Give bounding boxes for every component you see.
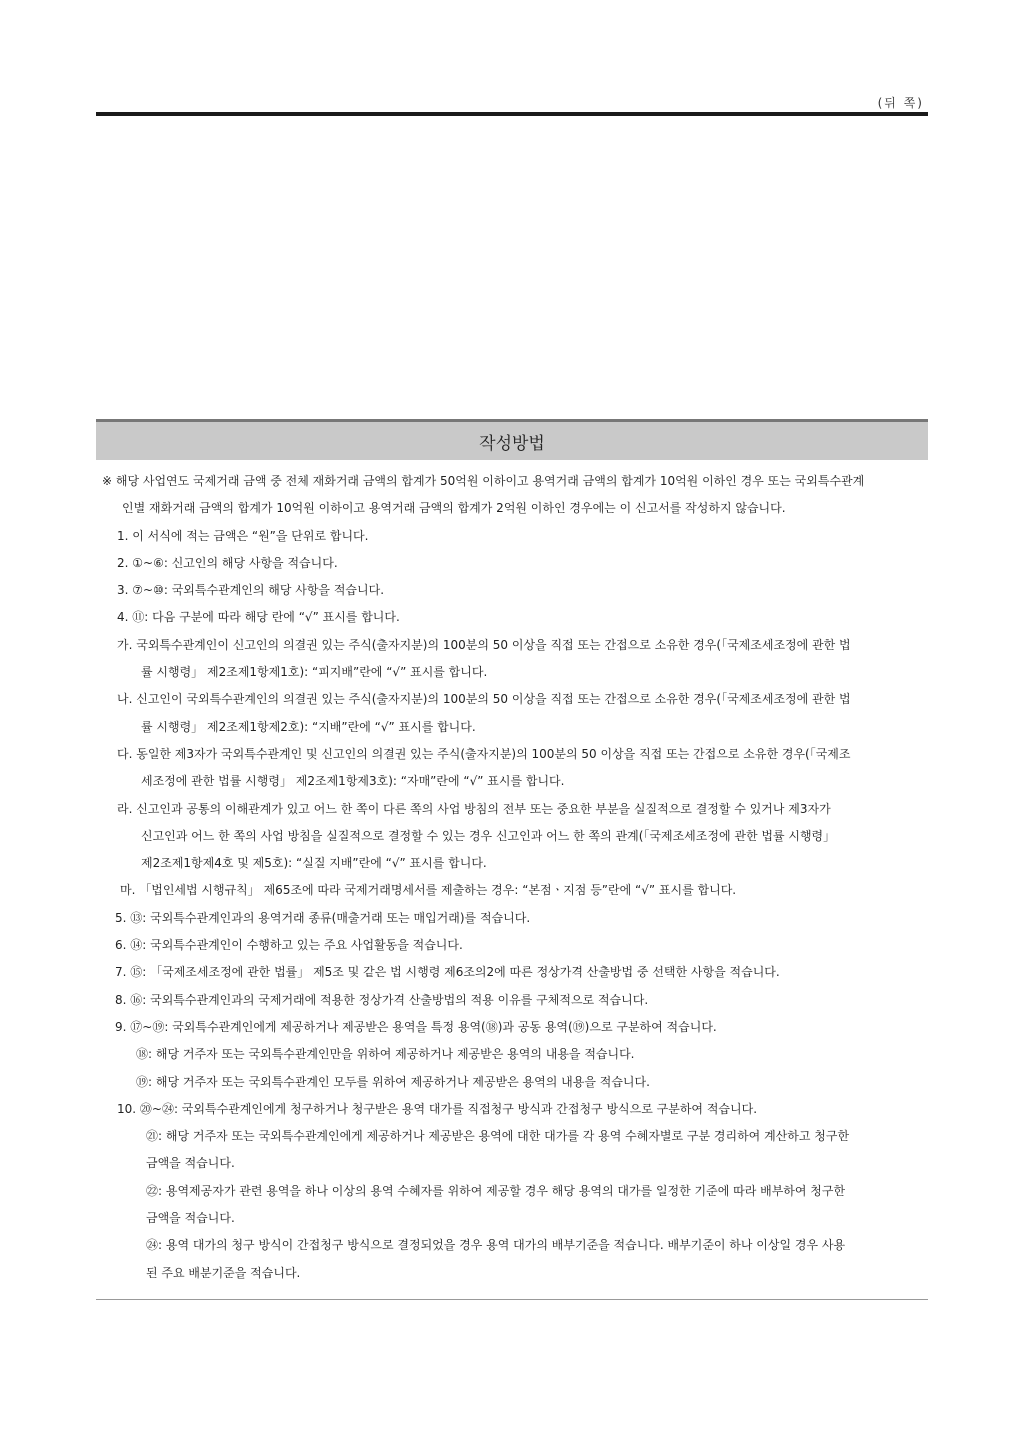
instruction-item: 2. ①~⑥: 신고인의 해당 사항을 적습니다.	[117, 555, 338, 570]
bottom-divider	[96, 1299, 928, 1300]
note-line-cont: 인별 재화거래 금액의 합계가 10억원 이하이고 용역거래 금액의 합계가 2억원 이하인 경우에는 이 신고서를 작성하지 않습니다.	[122, 501, 786, 516]
top-divider	[96, 112, 928, 116]
sub-item: 나. 신고인이 국외특수관계인의 의결권 있는 주식(출자지분)의 100분의 50 이상을 직접 또는 간접으로 소유한 경우(「국제조세조정에 관한 법	[117, 692, 851, 707]
sub-item: ⑲: 해당 거주자 또는 국외특수관계인 모두를 위하여 제공하거나 제공받은 용역의 내용을 적습니다.	[136, 1074, 650, 1089]
section-title: 작성방법	[479, 433, 545, 454]
sub-item-cont: 률 시행령」 제2조제1항제2호): “지배”란에 “√” 표시를 합니다.	[141, 719, 476, 734]
sub-item-cont: 금액을 적습니다.	[146, 1211, 235, 1226]
note-line: ※ 해당 사업연도 국제거래 금액 중 전체 재화거래 금액의 합계가 50억원 이하이고 용역거래 금액의 합계가 10억원 이하인 경우 또는 국외특수관계	[102, 474, 865, 488]
sub-item-cont: 신고인과 어느 한 쪽의 사업 방침을 실질적으로 결정할 수 있는 경우 신고인과 어느 한 쪽의 관계(「국제조세조정에 관한 법률 시행령」	[141, 828, 836, 843]
sub-item: ⑱: 해당 거주자 또는 국외특수관계인만을 위하여 제공하거나 제공받은 용역의 내용을 적습니다.	[136, 1047, 635, 1062]
instruction-item: 10. ⑳~㉔: 국외특수관계인에게 청구하거나 청구받은 용역 대가를 직접청구 방식과 간접청구 방식으로 구분하여 적습니다.	[117, 1101, 758, 1116]
sub-item: 가. 국외특수관계인이 신고인의 의결권 있는 주식(출자지분)의 100분의 50 이상을 직접 또는 간접으로 소유한 경우(「국제조세조정에 관한 법	[117, 637, 851, 652]
sub-item: ㉒: 용역제공자가 관련 용역을 하나 이상의 용역 수혜자를 위하여 제공할 경우 해당 용역의 대가를 일정한 기준에 따라 배부하여 청구한	[146, 1183, 846, 1198]
sub-item: ㉔: 용역 대가의 청구 방식이 간접청구 방식으로 결정되었을 경우 용역 대가의 배부기준을 적습니다. 배부기준이 하나 이상일 경우 사용	[146, 1238, 846, 1253]
instruction-item: 8. ⑯: 국외특수관계인과의 국제거래에 적용한 정상가격 산출방법의 적용 이유를 구체적으로 적습니다.	[115, 992, 649, 1007]
section-header	[96, 419, 928, 460]
instruction-item: 1. 이 서식에 적는 금액은 “원”을 단위로 합니다.	[117, 528, 369, 543]
sub-item: 라. 신고인과 공통의 이해관계가 있고 어느 한 쪽이 다른 쪽의 사업 방침의 전부 또는 중요한 부분을 실질적으로 결정할 수 있거나 제3자가	[117, 801, 831, 816]
sub-item-cont: 금액을 적습니다.	[146, 1156, 235, 1171]
instruction-item: 9. ⑰~⑲: 국외특수관계인에게 제공하거나 제공받은 용역을 특정 용역(⑱)과 공동 용역(⑲)으로 구분하여 적습니다.	[115, 1019, 717, 1034]
sub-item-cont: 된 주요 배분기준을 적습니다.	[146, 1265, 301, 1280]
sub-item: 마. 「법인세법 시행규칙」 제65조에 따라 국제거래명세서를 제출하는 경우: “본점ㆍ지점 등”란에 “√” 표시를 합니다.	[120, 883, 737, 898]
instruction-item: 4. ⑪: 다음 구분에 따라 해당 란에 “√” 표시를 합니다.	[117, 610, 400, 625]
sub-item-cont: 률 시행령」 제2조제1항제1호): “피지배”란에 “√” 표시를 합니다.	[141, 665, 488, 680]
sub-item-cont: 제2조제1항제4호 및 제5호): “실질 지배”란에 “√” 표시를 합니다.	[141, 856, 487, 871]
sub-item: ㉑: 해당 거주자 또는 국외특수관계인에게 제공하거나 제공받은 용역에 대한 대가를 각 용역 수혜자별로 구분 경리하여 계산하고 청구한	[146, 1129, 850, 1144]
instruction-item: 7. ⑮: 「국제조세조정에 관한 법률」 제5조 및 같은 법 시행령 제6조의2에 따른 정상가격 산출방법 중 선택한 사항을 적습니다.	[115, 965, 780, 980]
instruction-item: 3. ⑦~⑩: 국외특수관계인의 해당 사항을 적습니다.	[117, 583, 385, 598]
instruction-item: 5. ⑬: 국외특수관계인과의 용역거래 종류(매출거래 또는 매입거래)를 적습니다.	[115, 910, 531, 925]
sub-item-cont: 세조정에 관한 법률 시행령」 제2조제1항제3호): “자매”란에 “√” 표시를 합니다.	[141, 774, 565, 789]
instruction-item: 6. ⑭: 국외특수관계인이 수행하고 있는 주요 사업활동을 적습니다.	[115, 938, 463, 953]
sub-item: 다. 동일한 제3자가 국외특수관계인 및 신고인의 의결권 있는 주식(출자지분)의 100분의 50 이상을 직접 또는 간접으로 소유한 경우(「국제조	[117, 746, 851, 761]
instructions-body	[96, 468, 928, 1287]
page-side-label: (뒤 쪽)	[877, 96, 924, 110]
